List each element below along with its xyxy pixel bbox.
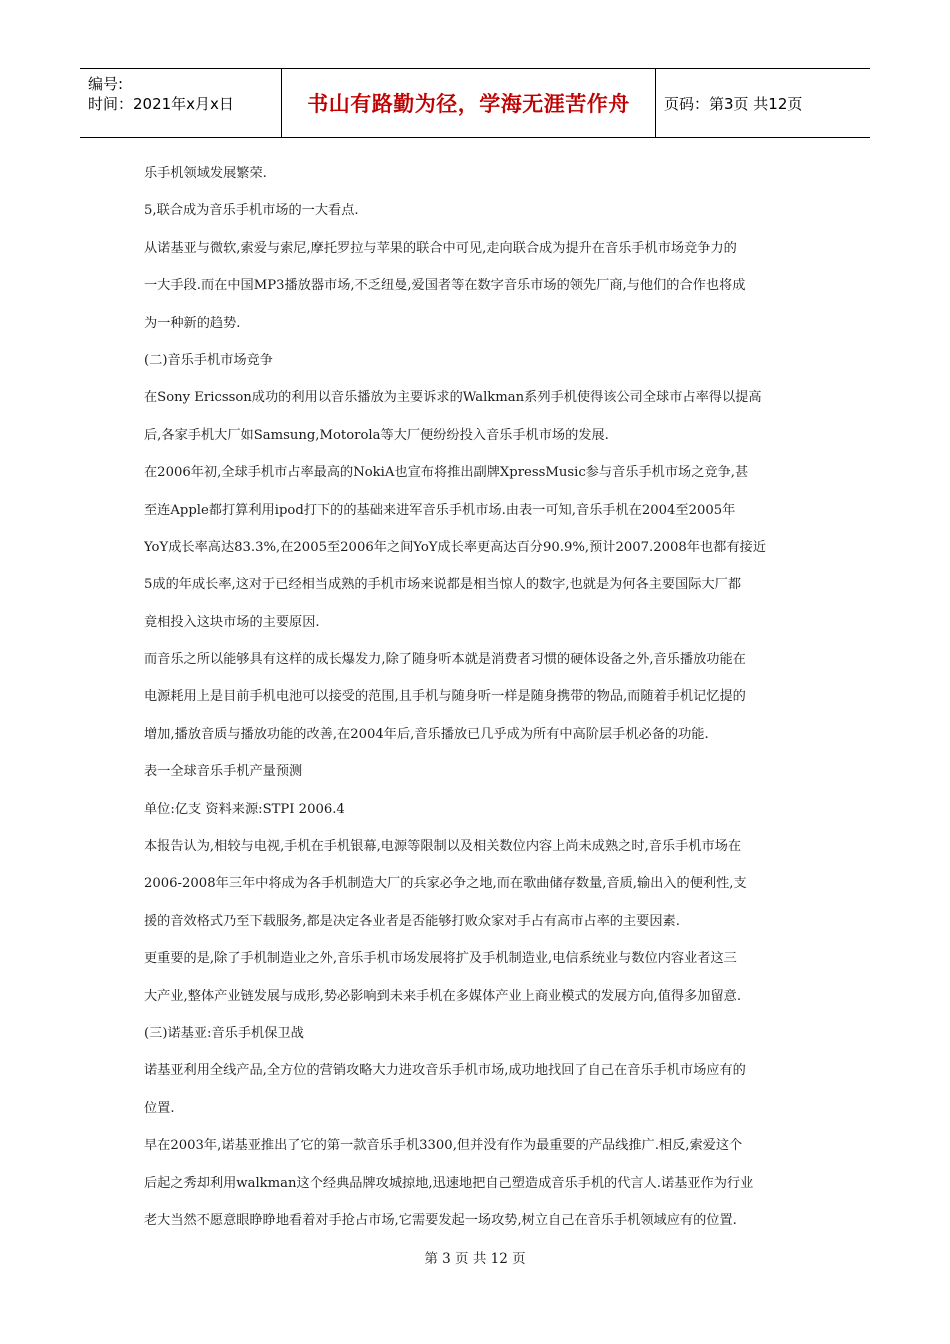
text-line: 更重要的是,除了手机制造业之外,音乐手机市场发展将扩及手机制造业,电信系统业与数位内容业者这三 <box>144 951 737 967</box>
text-line: 从诺基亚与微软,索爱与索尼,摩托罗拉与苹果的联合中可见,走向联合成为提升在音乐手机市场竞争力的 <box>144 240 737 256</box>
page-header <box>80 68 870 138</box>
text-line: (三)诺基亚:音乐手机保卫战 <box>144 1025 304 1041</box>
header-page-cell <box>656 69 870 137</box>
text-line: 2006-2008年三年中将成为各手机制造大厂的兵家必争之地,而在歌曲储存数量,音质,输出入的便利性,支 <box>144 876 747 892</box>
page-footer: 第 3 页 共 12 页 <box>424 1251 526 1267</box>
text-line: 后起之秀却利用walkman这个经典品牌攻城掠地,迅速地把自己塑造成音乐手机的代言人.诺基亚作为行业 <box>144 1175 754 1191</box>
document-body <box>144 155 810 1239</box>
text-line: 早在2003年,诺基亚推出了它的第一款音乐手机3300,但并没有作为最重要的产品线推广.相反,索爱这个 <box>144 1138 743 1154</box>
text-line: 位置. <box>144 1100 175 1116</box>
text-line: 乐手机领域发展繁荣. <box>144 166 267 181</box>
text-line: 老大当然不愿意眼睁睁地看着对手抢占市场,它需要发起一场攻势,树立自己在音乐手机领域应有的位置. <box>144 1212 737 1228</box>
text-line: 单位:亿支 资料来源:STPI 2006.4 <box>144 801 345 817</box>
text-line: YoY成长率高达83.3%,在2005至2006年之间YoY成长率更高达百分90.9%,预计2007.2008年也都有接近 <box>144 539 766 555</box>
text-line: 而音乐之所以能够具有这样的成长爆发力,除了随身听本就是消费者习惯的硬体设备之外,音乐播放功能在 <box>144 652 746 668</box>
text-line: 增加,播放音质与播放功能的改善,在2004年后,音乐播放已几乎成为所有中高阶层手机必备的功能. <box>144 726 709 742</box>
text-line: 本报告认为,相较与电视,手机在手机银幕,电源等限制以及相关数位内容上尚未成熟之时,音乐手机市场在 <box>144 839 742 855</box>
header-info-cell <box>80 69 282 137</box>
text-line: 在Sony Ericsson成功的利用以音乐播放为主要诉求的Walkman系列手机使得该公司全球市占率得以提高 <box>144 390 762 406</box>
text-line: 一大手段.而在中国MP3播放器市场,不乏纽曼,爱国者等在数字音乐市场的领先厂商,与他们的合作也将成 <box>144 278 746 294</box>
document-number-label: 编号: <box>88 75 124 93</box>
text-line: 大产业,整体产业链发展与成形,势必影响到未来手机在多媒体产业上商业模式的发展方向,值得多加留意. <box>144 988 742 1004</box>
text-line: 援的音效格式乃至下载服务,都是决定各业者是否能够打败众家对手占有高市占率的主要因素. <box>144 913 680 929</box>
text-line: 在2006年初,全球手机市占率最高的NokiA也宣布将推出副牌XpressMusic参与音乐手机市场之竞争,甚 <box>144 465 749 481</box>
header-page-code: 页码：第3页 共12页 <box>664 94 803 113</box>
text-line: 竟相投入这块市场的主要原因. <box>144 614 320 630</box>
text-line: 电源耗用上是目前手机电池可以接受的范围,且手机与随身听一样是随身携带的物品,而随着手机记忆提的 <box>144 689 746 705</box>
header-motto-cell <box>282 69 656 137</box>
text-line: 5,联合成为音乐手机市场的一大看点. <box>144 203 359 219</box>
text-line: (二)音乐手机市场竞争 <box>144 352 273 368</box>
document-date-label: 时间：2021年x月x日 <box>88 95 234 113</box>
header-motto: 书山有路勤为径，学海无涯苦作舟 <box>307 92 630 116</box>
text-line: 后,各家手机大厂如Samsung,Motorola等大厂便纷纷投入音乐手机市场的发展. <box>144 427 609 443</box>
text-line: 至连Apple都打算利用ipod打下的的基础来进军音乐手机市场.由表一可知,音乐手机在2004至2005年 <box>144 502 736 518</box>
text-line: 表一全球音乐手机产量预测 <box>144 764 303 780</box>
text-line: 为一种新的趋势. <box>144 315 241 331</box>
text-line: 5成的年成长率,这对于已经相当成熟的手机市场来说都是相当惊人的数字,也就是为何各主要国际大厂都 <box>144 577 742 593</box>
text-line: 诺基亚利用全线产品,全方位的营销攻略大力进攻音乐手机市场,成功地找回了自己在音乐手机市场应有的 <box>144 1063 746 1079</box>
